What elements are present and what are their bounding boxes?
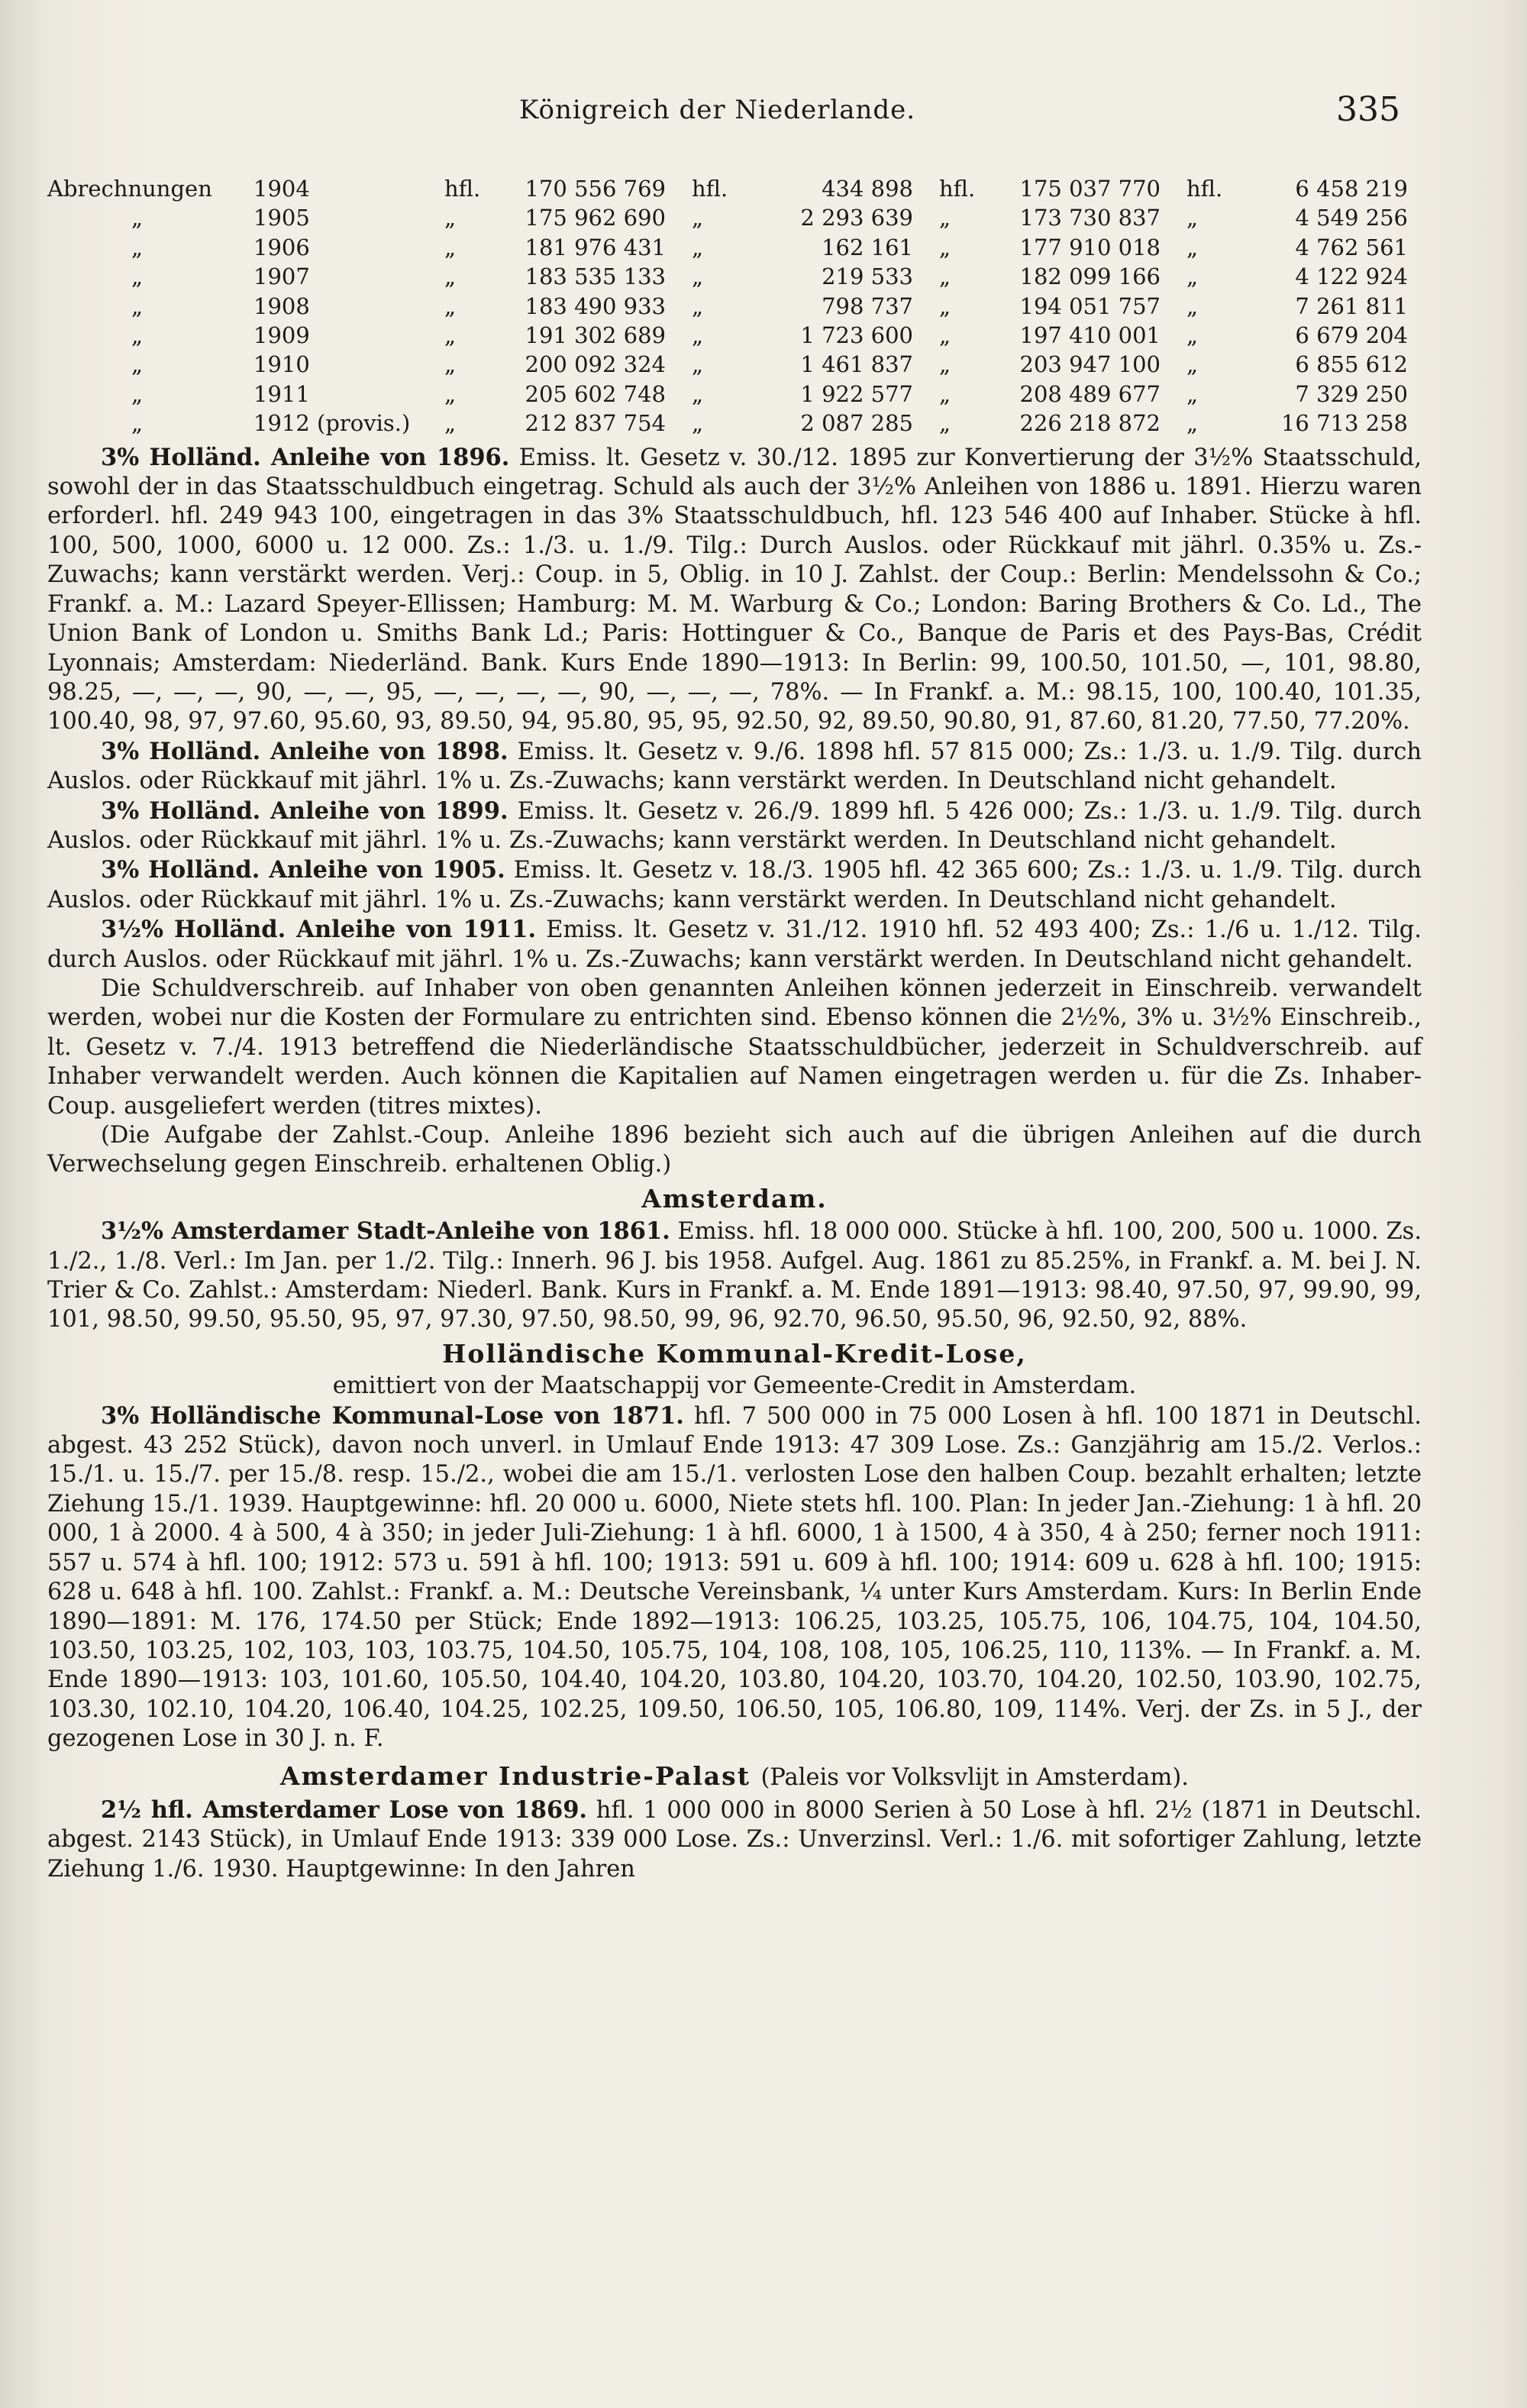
abrechnungen-row <box>47 174 1434 203</box>
industrie-heading-line <box>47 1762 1422 1792</box>
anleihe-1911-paragraph <box>47 915 1422 975</box>
abrechnungen-row <box>47 262 1434 291</box>
abrechnungen-cell-d1: „ <box>444 263 457 290</box>
kommunal-text: hfl. 7 500 000 in 75 000 Losen à hfl. 100 1871 in Deutschl. abgest. 43 252 Stück), davon noch unverl. in Umlauf Ende 1913: 47 309 Lose. Zs.: Ganzjährig am 15./2. Verlos.: 15./1. u. 15./7. per 15./8. resp. 15./2., wobei die am 15./1. verlosten Lose den halben Coup. bezahlt erhalten; letzte Ziehung 15./1. 1939. Hauptgewinne: hfl. 20 000 u. 6000, Niete stets hfl. 100. Plan: In jeder Jan.-Ziehung: 1 à hfl. 20 000, 1 à 2000. 4 à 500, 4 à 350; in jeder Juli-Ziehung: 1 à hfl. 6000, 1 à 1500, 4 à 350, 4 à 250; ferner noch 1911: 557 u. 574 à hfl. 100; 1912: 573 u. 591 à hfl. 100; 1913: 591 u. 609 à hfl. 100; 1914: 609 u. 628 à hfl. 100; 1915: 628 u. 648 à hfl. 100. Zahlst.: Frankf. a. M.: Deutsche Vereinsbank, ¼ unter Kurs Amsterdam. Kurs: In Berlin Ende 1890—1891: M. 176, 174.50 per Stück; Ende 1892—1913: 106.25, 103.25, 105.75, 106, 104.75, 104, 104.50, 103.50, 103.25, 102, 103, 103, 103.75, 104.50, 105.75, 104, 108, 108, 105, 106.25, 110, 113%. — In Frankf. a. M. Ende 1890—1913: 103, 101.60, 105.50, 104.40, 104.20, 103.80, 104.20, 103.70, 104.20, 102.50, 103.90, 102.75, 103.30, 102.10, 104.20, 106.40, 104.25, 102.25, 109.50, 106.50, 105, 106.80, 109, 114%. Verj. der Zs. in 5 J., der gezogenen Lose in 30 J. n. F. <box>47 1402 1422 1753</box>
abrechnungen-cell-d2: „ <box>692 322 704 349</box>
abrechnungen-cell-d1: „ <box>444 351 457 378</box>
abrechnungen-cell-d4: „ <box>1186 322 1199 349</box>
abrechnungen-cell-v4: 6 458 219 <box>1295 176 1408 202</box>
abrechnungen-cell-label: „ <box>131 234 144 260</box>
abrechnungen-cell-label: „ <box>131 410 144 437</box>
abrechnungen-cell-year: 1910 <box>253 351 310 378</box>
kommunal-paragraph <box>47 1401 1422 1754</box>
abrechnungen-cell-v2: 1 461 837 <box>800 351 913 378</box>
abrechnungen-cell-d3: „ <box>939 380 951 407</box>
anleihe-1911-title: 3½% Holländ. Anleihe von 1911. <box>101 916 537 944</box>
abrechnungen-cell-label: „ <box>131 205 144 231</box>
abrechnungen-cell-v1: 191 302 689 <box>525 322 666 349</box>
abrechnungen-cell-v4: 4 762 561 <box>1295 234 1408 260</box>
abrechnungen-cell-d4: „ <box>1186 263 1199 290</box>
abrechnungen-cell-year: 1912 (provis.) <box>253 410 411 437</box>
abrechnungen-cell-year: 1905 <box>253 205 310 231</box>
abrechnungen-cell-year: 1904 <box>253 176 310 202</box>
anleihe-1898-paragraph <box>47 737 1422 797</box>
abrechnungen-cell-d1: „ <box>444 293 457 319</box>
abrechnungen-cell-d2: „ <box>692 293 704 319</box>
abrechnungen-row <box>47 350 1434 379</box>
abrechnungen-cell-v3: 175 037 770 <box>1019 176 1161 202</box>
abrechnungen-cell-v1: 200 092 324 <box>525 351 666 378</box>
abrechnungen-cell-d2: „ <box>692 351 704 378</box>
abrechnungen-cell-d2: „ <box>692 410 704 437</box>
amsterdam-text: Emiss. hfl. 18 000 000. Stücke à hfl. 100, 200, 500 u. 1000. Zs. 1./2., 1./8. Verl.: Im Jan. per 1./2. Tilg.: Innerh. 96 J. bis 1958. Aufgel. Aug. 1861 zu 85.25%, in Frankf. a. M. bei J. N. Trier & Co. Zahlst.: Amsterdam: Niederl. Bank. Kurs in Frankf. a. M. Ende 1891—1913: 98.40, 97.50, 97, 99.90, 99, 101, 98.50, 99.50, 95.50, 95, 97, 97.30, 97.50, 98.50, 99, 96, 92.70, 96.50, 95.50, 96, 92.50, 92, 88%. <box>47 1218 1422 1333</box>
schuldverschreib-paragraph: Die Schuldverschreib. auf Inhaber von oben genannten Anleihen können jederzeit in Einschreib. verwandelt werden, wobei nur die Kosten der Formulare zu entrichten sind. Ebenso können die 2½%, 3% u. 3½% Einschreib., lt. Gesetz v. 7./4. 1913 betreffend die Niederländische Staatsschuldbücher, jederzeit in Schuldverschreib. auf Inhaber verwandelt werden. Auch können die Kapitalien auf Namen eingetragen werden u. für die Zs. Inhaber-Coup. ausgeliefert werden (titres mixtes). <box>47 975 1422 1120</box>
abrechnungen-cell-v1: 181 976 431 <box>525 234 666 260</box>
abrechnungen-cell-d4: „ <box>1186 380 1199 407</box>
abrechnungen-cell-v2: 1 723 600 <box>800 322 913 349</box>
abrechnungen-cell-d2: hfl. <box>692 176 728 202</box>
abrechnungen-cell-label: „ <box>131 380 144 407</box>
page-title: Königreich der Niederlande. <box>519 95 916 125</box>
abrechnungen-cell-v4: 16 713 258 <box>1280 410 1408 437</box>
anleihe-1899-paragraph <box>47 797 1422 856</box>
abrechnungen-cell-v2: 162 161 <box>822 234 913 260</box>
abrechnungen-cell-v4: 4 549 256 <box>1295 205 1408 231</box>
abrechnungen-cell-d2: „ <box>692 263 704 290</box>
abrechnungen-cell-v2: 434 898 <box>822 176 913 202</box>
anleihe-1899-title: 3% Holländ. Anleihe von 1899. <box>101 797 508 825</box>
abrechnungen-cell-v4: 6 679 204 <box>1295 322 1408 349</box>
abrechnungen-cell-year: 1908 <box>253 293 310 319</box>
abrechnungen-cell-d3: „ <box>939 263 951 290</box>
anleihe-1896-title: 3% Holländ. Anleihe von 1896. <box>101 443 510 471</box>
anleihe-1905-paragraph <box>47 855 1422 915</box>
industrie-title: 2½ hfl. Amsterdamer Lose von 1869. <box>101 1795 588 1824</box>
abrechnungen-cell-d1: „ <box>444 205 457 231</box>
industrie-heading-note: (Paleis vor Volksvlijt in Amsterdam). <box>760 1763 1189 1791</box>
abrechnungen-cell-d3: „ <box>939 205 951 231</box>
page-number: 335 <box>1336 90 1400 129</box>
abrechnungen-cell-year: 1911 <box>253 380 310 407</box>
abrechnungen-cell-d2: „ <box>692 205 704 231</box>
abrechnungen-cell-v1: 183 490 933 <box>525 293 666 319</box>
abrechnungen-cell-v3: 177 910 018 <box>1019 234 1161 260</box>
abrechnungen-cell-d3: „ <box>939 234 951 260</box>
abrechnungen-cell-year: 1909 <box>253 322 310 349</box>
page-content <box>47 174 1422 1884</box>
anleihe-1896-paragraph <box>47 443 1422 737</box>
industrie-paragraph <box>47 1795 1422 1884</box>
abrechnungen-cell-v4: 4 122 924 <box>1295 263 1408 290</box>
abrechnungen-cell-d3: „ <box>939 410 951 437</box>
industrie-heading: Amsterdamer Industrie-Palast <box>280 1760 751 1791</box>
abrechnungen-cell-d3: hfl. <box>939 176 976 202</box>
abrechnungen-cell-v3: 173 730 837 <box>1019 205 1161 231</box>
abrechnungen-cell-v1: 205 602 748 <box>525 380 666 407</box>
abrechnungen-cell-v4: 7 329 250 <box>1295 380 1408 407</box>
abrechnungen-cell-v1: 212 837 754 <box>525 410 666 437</box>
anleihe-1905-title: 3% Holländ. Anleihe von 1905. <box>101 856 505 884</box>
abrechnungen-cell-label: „ <box>131 351 144 378</box>
abrechnungen-cell-v2: 798 737 <box>822 293 913 319</box>
abrechnungen-cell-label: „ <box>131 293 144 319</box>
abrechnungen-cell-label: „ <box>131 322 144 349</box>
abrechnungen-cell-label: „ <box>131 263 144 290</box>
abrechnungen-cell-d4: „ <box>1186 234 1199 260</box>
anleihe-1898-text: Emiss. lt. Gesetz v. 9./6. 1898 hfl. 57 815 000; Zs.: 1./3. u. 1./9. Tilg. durch Auslos. oder Rückkauf mit jährl. 1% u. Zs.-Zuwachs; kann verstärkt werden. In Deutschland nicht gehandelt. <box>47 738 1422 795</box>
amsterdam-paragraph <box>47 1217 1422 1335</box>
anleihe-1911-text: Emiss. lt. Gesetz v. 31./12. 1910 hfl. 52 493 400; Zs.: 1./6 u. 1./12. Tilg. durch Auslos. oder Rückkauf mit jährl. 1% u. Zs.-Zuwachs; kann verstärkt werden. In Deutschland nicht gehandelt. <box>47 916 1422 973</box>
kommunal-subheading: emittiert von der Maatschappij vor Gemeente-Credit in Amsterdam. <box>332 1372 1137 1400</box>
abrechnungen-cell-v3: 182 099 166 <box>1019 263 1161 290</box>
abrechnungen-cell-v2: 2 293 639 <box>800 205 913 231</box>
abrechnungen-cell-d2: „ <box>692 234 704 260</box>
abrechnungen-cell-year: 1906 <box>253 234 310 260</box>
kommunal-heading: Holländische Kommunal-Kredit-Lose, <box>442 1338 1027 1369</box>
abrechnungen-cell-v2: 219 533 <box>822 263 913 290</box>
abrechnungen-cell-label: Abrechnungen <box>47 176 212 202</box>
anleihe-1905-text: Emiss. lt. Gesetz v. 18./3. 1905 hfl. 42 365 600; Zs.: 1./3. u. 1./9. Tilg. durch Auslos. oder Rückkauf mit jährl. 1% u. Zs.-Zuwachs; kann verstärkt werden. In Deutschland nicht gehandelt. <box>47 857 1422 913</box>
abrechnungen-cell-year: 1907 <box>253 263 310 290</box>
abrechnungen-cell-d4: „ <box>1186 351 1199 378</box>
abrechnungen-cell-v1: 170 556 769 <box>525 176 666 202</box>
abrechnungen-cell-d1: „ <box>444 322 457 349</box>
abrechnungen-row <box>47 233 1434 262</box>
abrechnungen-cell-v1: 183 535 133 <box>525 263 666 290</box>
abrechnungen-cell-v2: 1 922 577 <box>800 380 913 407</box>
anleihe-1898-title: 3% Holländ. Anleihe von 1898. <box>101 737 508 765</box>
abrechnungen-cell-d2: „ <box>692 380 704 407</box>
page-header <box>0 90 1527 136</box>
abrechnungen-cell-d1: „ <box>444 410 457 437</box>
abrechnungen-cell-d1: „ <box>444 234 457 260</box>
abrechnungen-table-body <box>47 174 1434 438</box>
abrechnungen-cell-v3: 197 410 001 <box>1019 322 1161 349</box>
abrechnungen-table <box>47 174 1434 438</box>
abrechnungen-cell-d1: hfl. <box>444 176 481 202</box>
abrechnungen-cell-v3: 203 947 100 <box>1019 351 1161 378</box>
abrechnungen-cell-d3: „ <box>939 351 951 378</box>
abrechnungen-row <box>47 292 1434 321</box>
abrechnungen-row <box>47 409 1434 438</box>
anleihe-1896-text: Emiss. lt. Gesetz v. 30./12. 1895 zur Konvertierung der 3½% Staatsschuld, sowohl der in das Staatsschuldbuch eingetrag. Schuld als auch der 3½% Anleihen von 1886 u. 1891. Hierzu waren erforderl. hfl. 249 943 100, eingetragen in das 3% Staatsschuldbuch, hfl. 123 546 400 auf Inhaber. Stücke à hfl. 100, 500, 1000, 6000 u. 12 000. Zs.: 1./3. u. 1./9. Tilg.: Durch Auslos. oder Rückkauf mit jährl. 0.35% u. Zs.-Zuwachs; kann verstärkt werden. Verj.: Coup. in 5, Oblig. in 10 J. Zahlst. der Coup.: Berlin: Mendelssohn & Co.; Frankf. a. M.: Lazard Speyer-Ellissen; Hamburg: M. M. Warburg & Co.; London: Baring Brothers & Co. Ld., The Union Bank of London u. Smiths Bank Ld.; Paris: Hottinguer & Co., Banque de Paris et des Pays-Bas, Crédit Lyonnais; Amsterdam: Niederländ. Bank. Kurs Ende 1890—1913: In Berlin: 99, 100.50, 101.50, —, 101, 98.80, 98.25, —, —, —, 90, —, —, 95, —, —, —, —, 90, —, —, —, 78%. — In Frankf. a. M.: 98.15, 100, 100.40, 101.35, 100.40, 98, 97, 97.60, 95.60, 93, 89.50, 94, 95.80, 95, 95, 92.50, 92, 89.50, 90.80, 91, 87.60, 81.20, 77.50, 77.20%. <box>47 444 1422 735</box>
abrechnungen-cell-d4: „ <box>1186 205 1199 231</box>
amsterdam-heading: Amsterdam. <box>641 1183 828 1214</box>
abrechnungen-cell-v2: 2 087 285 <box>800 410 913 437</box>
abrechnungen-cell-v4: 6 855 612 <box>1295 351 1408 378</box>
abrechnungen-cell-d3: „ <box>939 293 951 319</box>
industrie-text: hfl. 1 000 000 in 8000 Serien à 50 Lose à hfl. 2½ (1871 in Deutschl. abgest. 2143 Stück), in Umlauf Ende 1913: 339 000 Lose. Zs.: Unverzinsl. Verl.: 1./6. mit sofortiger Zahlung, letzte Ziehung 1./6. 1930. Hauptgewinne: In den Jahren <box>47 1796 1422 1883</box>
anleihe-1899-text: Emiss. lt. Gesetz v. 26./9. 1899 hfl. 5 426 000; Zs.: 1./3. u. 1./9. Tilg. durch Auslos. oder Rückkauf mit jährl. 1% u. Zs.-Zuwachs; kann verstärkt werden. In Deutschland nicht gehandelt. <box>47 797 1422 854</box>
kommunal-title: 3% Holländische Kommunal-Lose von 1871. <box>101 1401 684 1430</box>
abrechnungen-cell-d3: „ <box>939 322 951 349</box>
abrechnungen-row <box>47 321 1434 350</box>
abrechnungen-cell-v4: 7 261 811 <box>1295 293 1408 319</box>
amsterdam-title: 3½% Amsterdamer Stadt-Anleihe von 1861. <box>101 1217 670 1246</box>
abrechnungen-cell-v3: 194 051 757 <box>1019 293 1161 319</box>
abrechnungen-cell-v3: 208 489 677 <box>1019 380 1161 407</box>
abrechnungen-row <box>47 203 1434 232</box>
zahlst-note-paragraph: (Die Aufgabe der Zahlst.-Coup. Anleihe 1896 bezieht sich auch auf die übrigen Anleihen auf die durch Verwechselung gegen Einschreib. erhaltenen Oblig.) <box>47 1122 1422 1178</box>
abrechnungen-row <box>47 380 1434 409</box>
abrechnungen-cell-v1: 175 962 690 <box>525 205 666 231</box>
abrechnungen-cell-d4: „ <box>1186 293 1199 319</box>
abrechnungen-cell-d4: „ <box>1186 410 1199 437</box>
abrechnungen-cell-d1: „ <box>444 380 457 407</box>
abrechnungen-cell-d4: hfl. <box>1186 176 1223 202</box>
abrechnungen-cell-v3: 226 218 872 <box>1019 410 1161 437</box>
